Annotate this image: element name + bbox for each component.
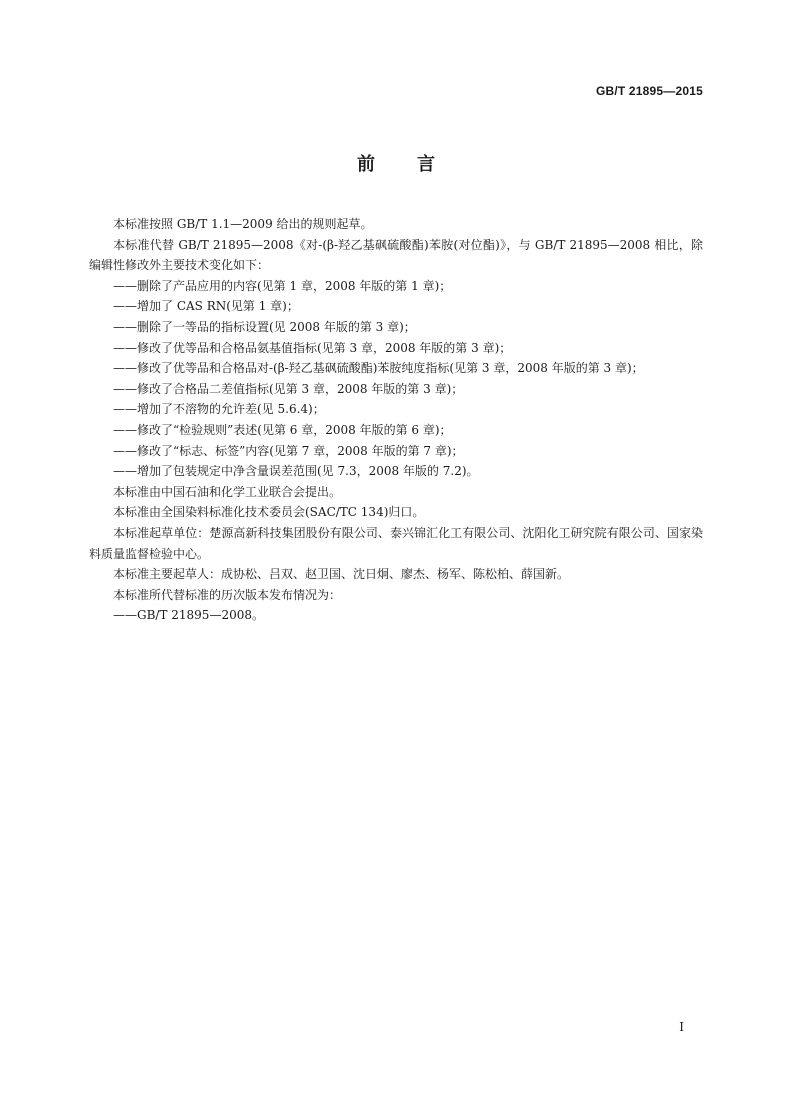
change-item: ——修改了优等品和合格品对-(β-羟乙基砜硫酸酯)苯胺纯度指标(见第 3 章，2008 年版的第 3 章)；: [113, 361, 644, 376]
paragraph-proposer: 本标准由中国石油和化学工业联合会提出。: [113, 484, 342, 499]
change-item: ——删除了一等品的指标设置(见 2008 年版的第 3 章)；: [113, 319, 416, 334]
change-item: ——增加了 CAS RN(见第 1 章)；: [113, 299, 299, 314]
change-item: ——删除了产品应用的内容(见第 1 章，2008 年版的第 1 章)；: [113, 278, 452, 293]
page-number: I: [679, 1020, 684, 1034]
change-item: ——修改了优等品和合格品氨基值指标(见第 3 章，2008 年版的第 3 章)；: [113, 340, 512, 355]
paragraph-drafting-rules: 本标准按照 GB/T 1.1—2009 给出的规则起草。: [113, 217, 373, 231]
change-item: ——增加了包装规定中净含量误差范围(见 7.3，2008 年版的 7.2)。: [113, 464, 479, 479]
paragraph-replacement: 本标准代替 GB/T 21895—2008《对-(β-羟乙基砜硫酸酯)苯胺(对位酯)》，与 GB/T 21895—2008 相比，除编辑性修改外主要技术变化如下：: [89, 237, 703, 273]
standard-code: GB/T 21895—2015: [595, 84, 703, 98]
page-title: 前言: [357, 154, 477, 175]
paragraph-drafting-units: 本标准起草单位：楚源高新科技集团股份有限公司、泰兴锦汇化工有限公司、沈阳化工研究院有限公司、国家染料质量监督检验中心。: [89, 525, 703, 561]
history-item: ——GB/T 21895—2008。: [113, 608, 264, 623]
change-item: ——修改了“标志、标签”内容(见第 7 章，2008 年版的第 7 章)；: [113, 443, 464, 458]
change-item: ——修改了“检验规则”表述(见第 6 章，2008 年版的第 6 章)；: [113, 422, 452, 437]
paragraph-history-intro: 本标准所代替标准的历次版本发布情况为：: [113, 587, 342, 602]
foreword-body: [89, 214, 703, 626]
paragraph-committee: 本标准由全国染料标准化技术委员会(SAC/TC 134)归口。: [113, 505, 425, 520]
paragraph-drafters: 本标准主要起草人：成协松、吕双、赵卫国、沈日炯、廖杰、杨军、陈松柏、薛国新。: [113, 567, 570, 582]
change-item: ——增加了不溶物的允许差(见 5.6.4)；: [113, 402, 325, 417]
change-item: ——修改了合格品二差值指标(见第 3 章，2008 年版的第 3 章)；: [113, 381, 464, 396]
